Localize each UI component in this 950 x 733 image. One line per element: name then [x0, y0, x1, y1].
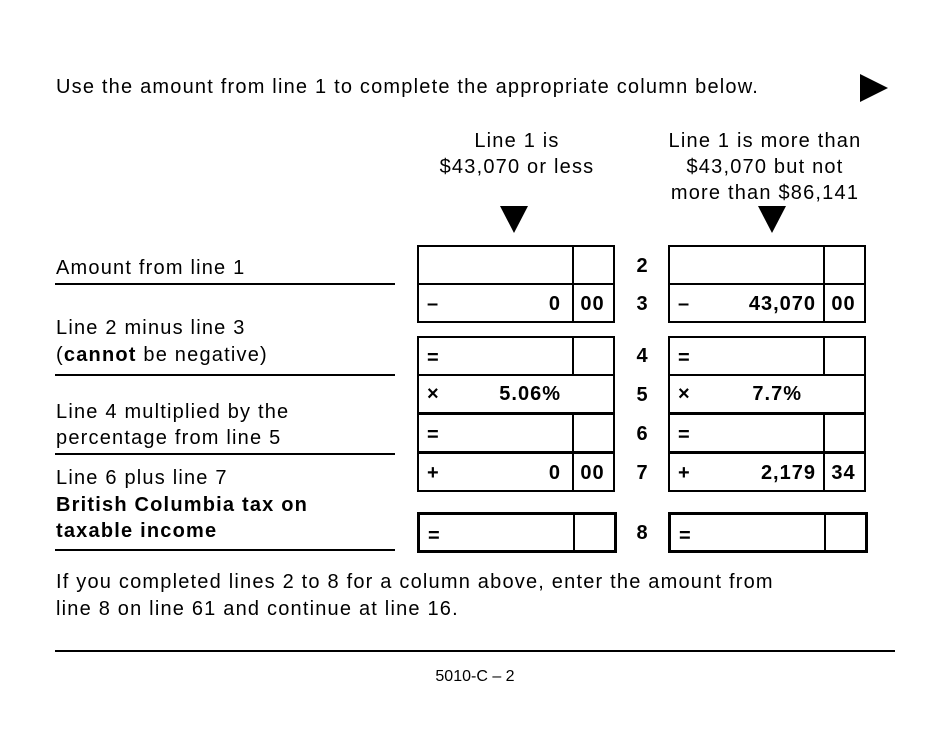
label-bc-tax: British Columbia tax on: [56, 494, 309, 516]
col1-line7-cents: 00: [580, 462, 605, 484]
column2-header-line: more than $86,141: [670, 182, 860, 204]
label-taxable-income: taxable income: [56, 520, 218, 542]
label-underline: [55, 453, 395, 455]
col2-line5-rate: [668, 374, 866, 414]
minus-sign: –: [678, 293, 690, 315]
label-line4-multiplied: Line 4 multiplied by the: [56, 401, 290, 423]
intro-instruction: Use the amount from line 1 to complete the appropriate column below.: [56, 76, 760, 98]
minus-sign: –: [427, 293, 439, 315]
col1-line3-cents: 00: [580, 293, 605, 315]
column2-header: [650, 128, 880, 206]
column2-header-line: $43,070 but not: [686, 156, 844, 178]
col2-line5-percentage: 7.7%: [752, 383, 802, 405]
col1-line5-rate: [417, 374, 615, 414]
col2-line7-field[interactable]: [668, 452, 866, 492]
col2-line8-field[interactable]: [668, 512, 868, 553]
equals-sign: =: [678, 424, 690, 446]
label-cannot-bold: cannot: [63, 344, 137, 366]
col1-line3-dollars: 0: [548, 293, 561, 315]
label-amount-from-line1: Amount from line 1: [56, 257, 246, 279]
footer-note-line1: If you completed lines 2 to 8 for a column above, enter the amount from: [56, 571, 774, 593]
col2-line3-cents: 00: [831, 293, 856, 315]
line-number-4: 4: [636, 345, 648, 367]
col2-line4-field[interactable]: [668, 336, 866, 376]
equals-sign: =: [427, 424, 439, 446]
col2-line6-field[interactable]: [668, 413, 866, 453]
equals-sign: =: [678, 347, 690, 369]
arrow-down-icon: [500, 206, 528, 233]
line-number-8: 8: [636, 522, 648, 544]
col1-line2-field[interactable]: [417, 245, 615, 285]
label-percentage-line5: percentage from line 5: [56, 427, 282, 449]
page-number: 5010-C – 2: [435, 668, 515, 685]
label-underline: [55, 549, 395, 551]
line-number-2: 2: [636, 255, 648, 277]
column2-header-line: Line 1 is more than: [668, 130, 862, 152]
column1-header-line: Line 1 is: [474, 130, 560, 152]
line-number-6: 6: [636, 423, 648, 445]
col2-line2-field[interactable]: [668, 245, 866, 285]
label-cannot-be-negative: (cannot be negative): [56, 344, 268, 366]
plus-sign: +: [427, 462, 439, 484]
equals-sign: =: [679, 525, 691, 547]
line-number-7: 7: [636, 462, 648, 484]
col1-line7-field[interactable]: [417, 452, 615, 492]
footer-divider: [55, 650, 895, 652]
column1-header: [417, 128, 617, 180]
col1-line6-field[interactable]: [417, 413, 615, 453]
col1-line8-field[interactable]: [417, 512, 617, 553]
equals-sign: =: [428, 525, 440, 547]
multiply-sign: ×: [678, 383, 690, 405]
label-line2-minus-line3: Line 2 minus line 3: [56, 317, 246, 339]
col2-line3-dollars: 43,070: [748, 293, 816, 315]
label-line6-plus-line7: Line 6 plus line 7: [56, 467, 228, 489]
line-number-3: 3: [636, 293, 648, 315]
label-underline: [55, 374, 395, 376]
label-underline: [55, 283, 395, 285]
col2-line3-field[interactable]: [668, 283, 866, 323]
col1-line5-percentage: 5.06%: [499, 383, 561, 405]
col2-line7-cents: 34: [831, 462, 856, 484]
arrow-right-icon: [860, 74, 888, 102]
col1-line4-field[interactable]: [417, 336, 615, 376]
arrow-down-icon: [758, 206, 786, 233]
equals-sign: =: [427, 347, 439, 369]
footer-note-line2: line 8 on line 61 and continue at line 16.: [56, 598, 459, 620]
plus-sign: +: [678, 462, 690, 484]
col1-line7-dollars: 0: [548, 462, 561, 484]
column1-header-line: $43,070 or less: [439, 156, 595, 178]
label-be-negative: be negative): [136, 344, 268, 366]
multiply-sign: ×: [427, 383, 439, 405]
col1-line3-field[interactable]: [417, 283, 615, 323]
line-number-5: 5: [636, 384, 648, 406]
col2-line7-dollars: 2,179: [760, 462, 816, 484]
